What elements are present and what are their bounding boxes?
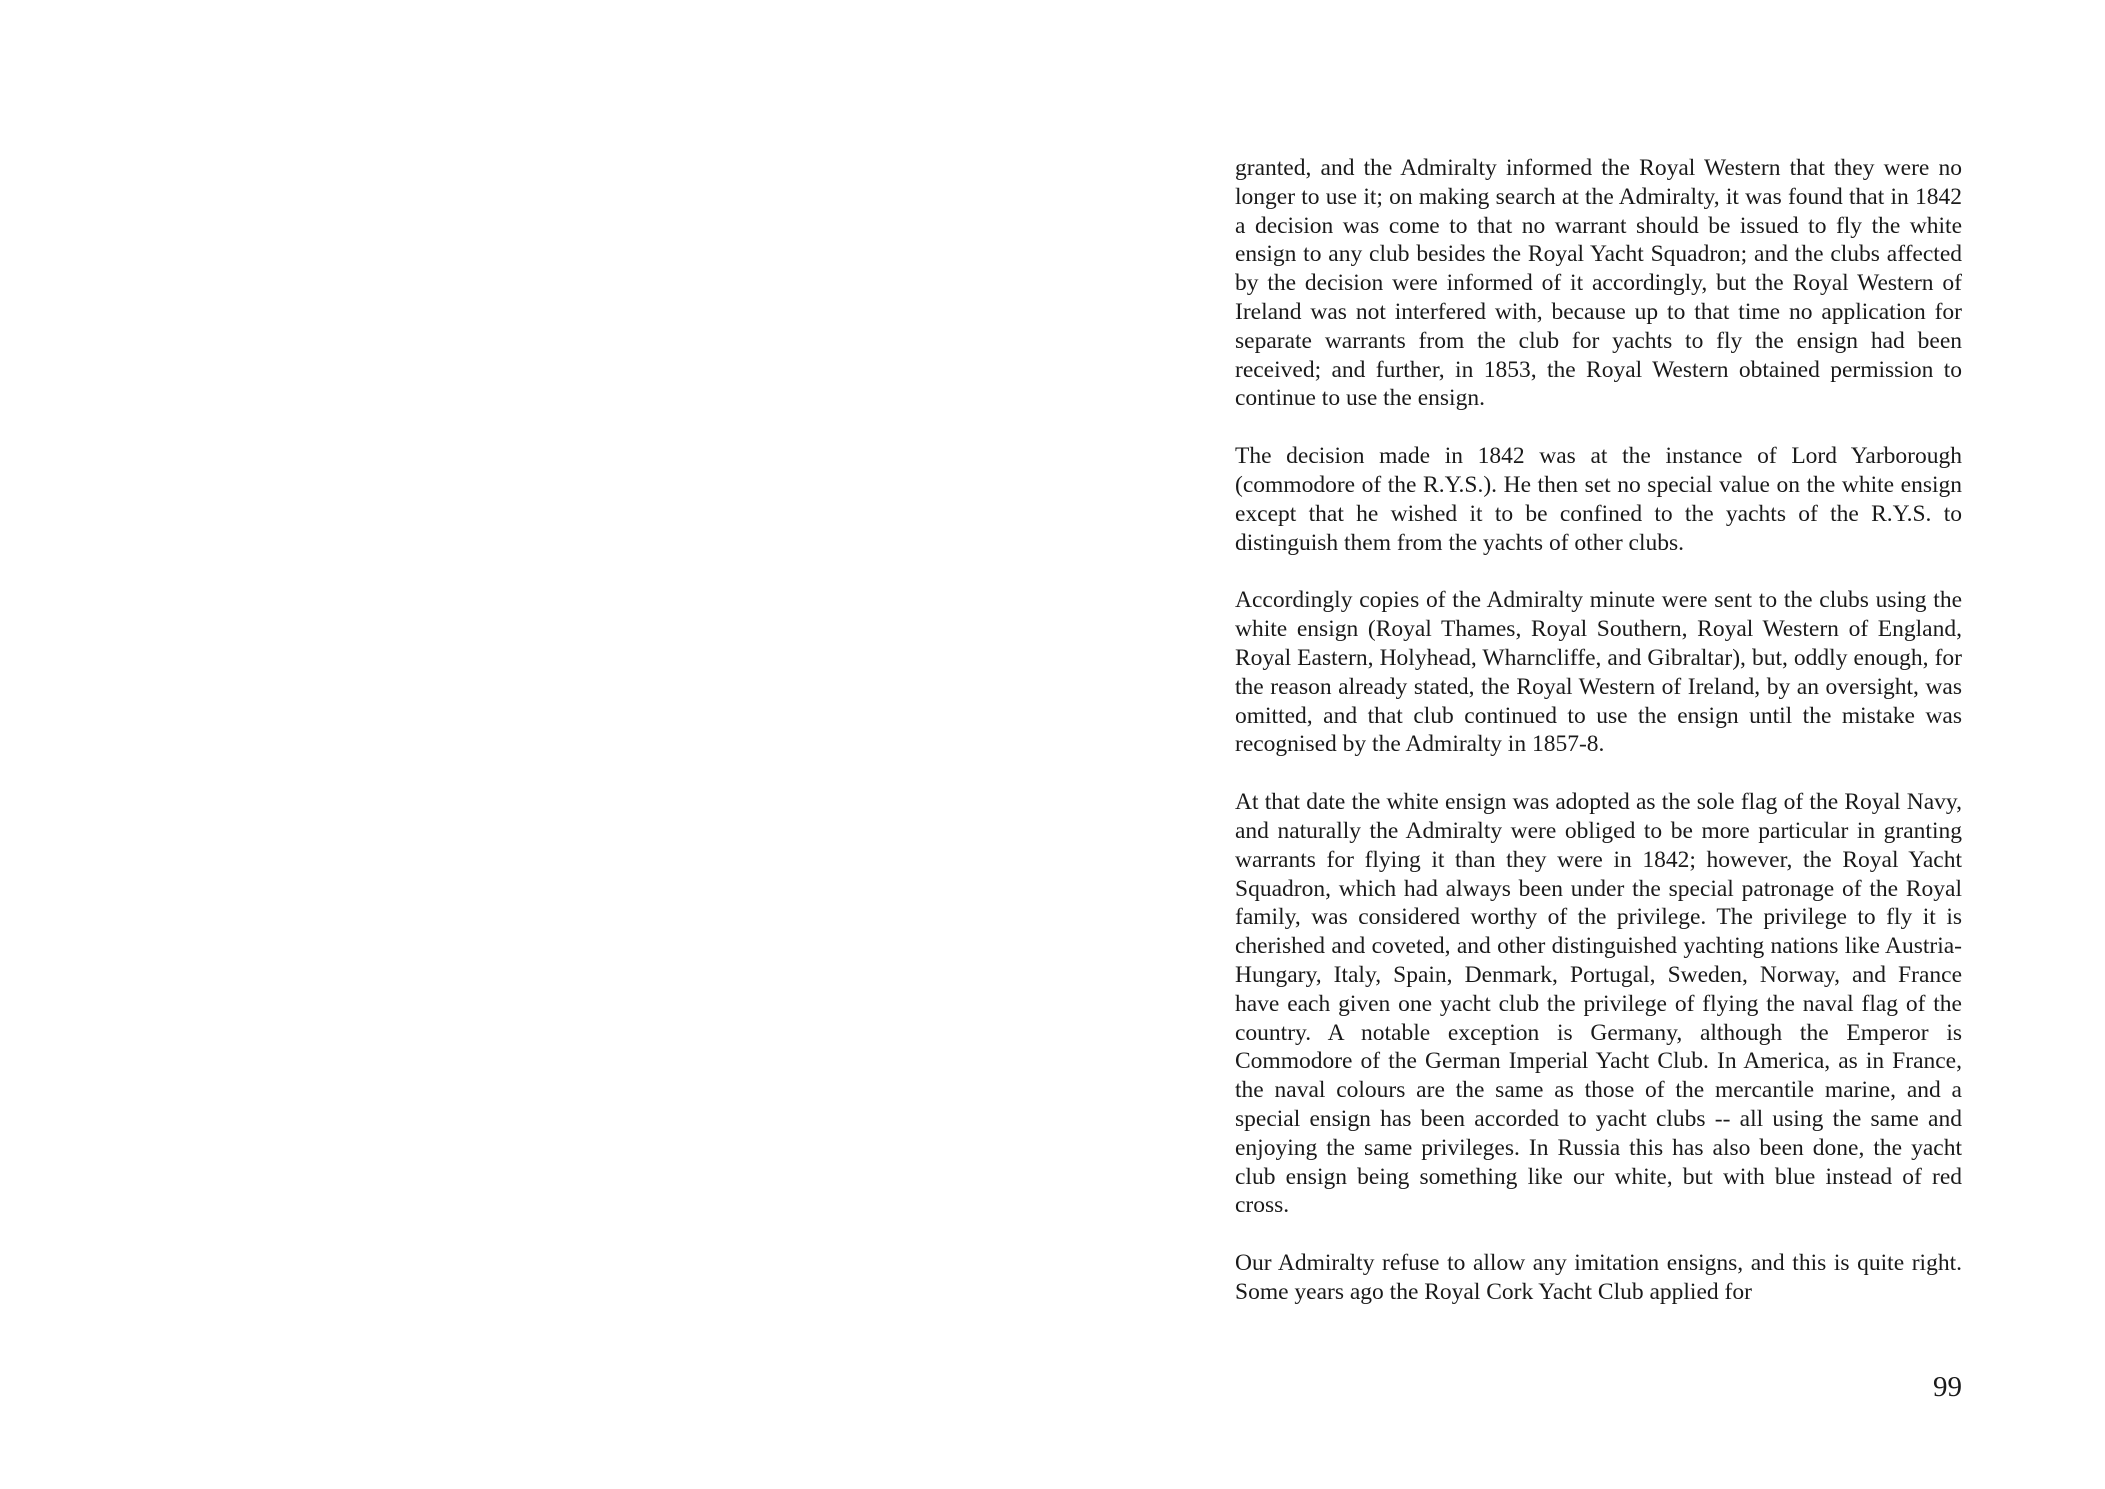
right-page <box>1052 0 2105 1489</box>
page-number: 99 <box>1933 1371 1962 1403</box>
paragraph-3: Accordingly copies of the Admiralty minute were sent to the clubs using the white ensign (Royal Thames, Royal Southern, Royal Western of England, Royal Eastern, Holyhead, Wharncliffe, and Gibraltar), but, oddly enough, for the reason already stated, the Royal Western of Ireland, by an oversight, was omitted, and that club continued to use the ensign until the mistake was recognised by the Admiralty in 1857-8. <box>1235 587 1962 758</box>
paragraph-2: The decision made in 1842 was at the instance of Lord Yarborough (commodore of the R.Y.S.). He then set no special value on the white ensign except that he wished it to be confined to the yachts of the R.Y.S. to distinguish them from the yachts of other clubs. <box>1235 443 1962 556</box>
paragraph-1: granted, and the Admiralty informed the Royal Western that they were no longer to use it; on making search at the Admiralty, it was found that in 1842 a decision was come to that no warrant should be issued to fly the white ensign to any club besides the Royal Yacht Squadron; and the clubs affected by the decision were informed of it accordingly, but the Royal Western of Ireland was not interfered with, because up to that time no application for separate warrants from the club for yachts to fly the ensign had been received; and further, in 1853, the Royal Western obtained permission to continue to use the ensign. <box>1235 155 1962 412</box>
left-page-blank <box>0 0 1052 1489</box>
paragraph-5: Our Admiralty refuse to allow any imitation ensigns, and this is quite right. Some years ago the Royal Cork Yacht Club applied for <box>1235 1250 1962 1305</box>
paragraph-4: At that date the white ensign was adopted as the sole flag of the Royal Navy, and naturally the Admiralty were obliged to be more particular in granting warrants for flying it than they were in 1842; however, the Royal Yacht Squadron, which had always been under the special patronage of the Royal family, was considered worthy of the privilege. The privilege to fly it is cherished and coveted, and other distinguished yachting nations like Austria-Hungary, Italy, Spain, Denmark, Portugal, Sweden, Norway, and France have each given one yacht club the privilege of flying the naval flag of the country. A notable exception is Germany, although the Emperor is Commodore of the German Imperial Yacht Club. In America, as in France, the naval colours are the same as those of the mercantile marine, and a special ensign has been accorded to yacht clubs -- all using the same and enjoying the same privileges. In Russia this has also been done, the yacht club ensign being something like our white, but with blue instead of red cross. <box>1235 789 1962 1219</box>
body-text <box>1235 154 1962 1307</box>
